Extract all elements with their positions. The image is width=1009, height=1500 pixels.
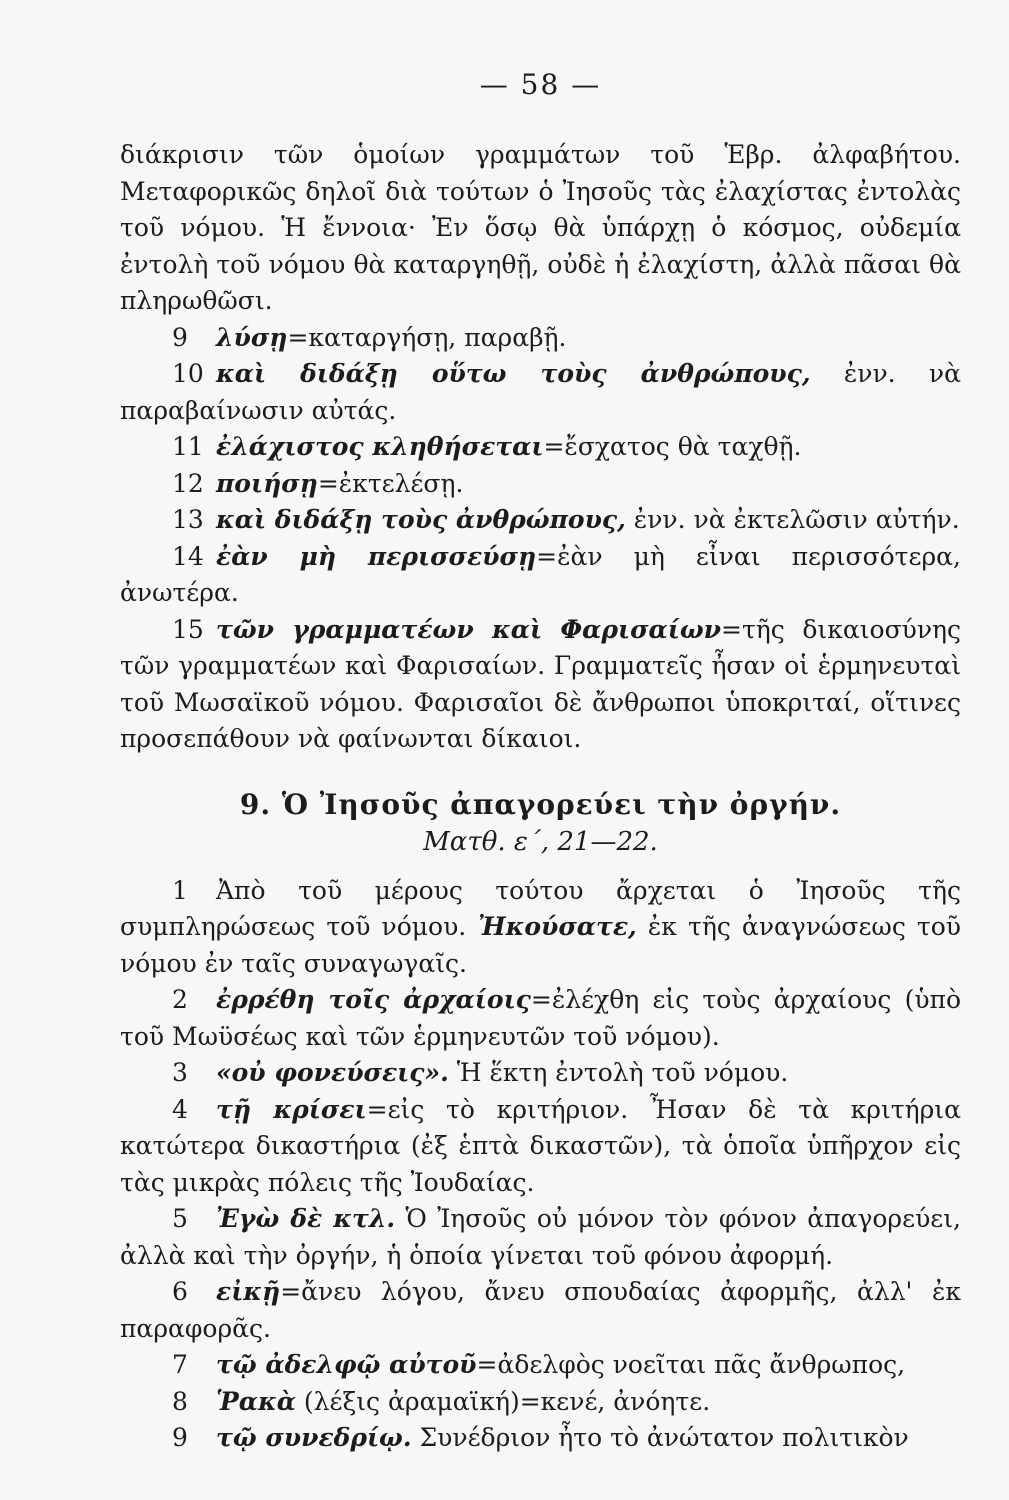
note-item <box>120 873 961 983</box>
page-number: — 58 — <box>479 68 602 101</box>
note-text: Ὁ Ἰησοῦς οὐ μόνον τὸν φόνον ἀπαγορεύει, ἀλλὰ καὶ τὴν ὀργήν, ἡ ὁποία γίνεται τοῦ φόνου ἀφορμή. <box>120 1204 961 1270</box>
note-text: Ἡ ἕκτη ἐντολὴ τοῦ νόμου. <box>448 1058 789 1087</box>
note-term: Ῥακὰ <box>216 1386 296 1416</box>
note-text: Συνέδριον ἦτο τὸ ἀνώτατον πολιτικὸν <box>411 1423 909 1452</box>
note-item <box>120 1055 961 1092</box>
note-term: τῷ συνεδρίῳ. <box>216 1423 412 1452</box>
note-term: τῷ ἀδελφῷ αὐτοῦ <box>216 1350 477 1379</box>
note-number: 6 <box>172 1277 188 1306</box>
note-text: =ἐὰν μὴ εἶναι περισσότερα, ἀνωτέρα. <box>120 541 961 607</box>
note-number: 13 <box>172 505 204 534</box>
note-item <box>120 612 961 758</box>
notes-list-part1 <box>120 320 961 758</box>
note-text: =καταργήσῃ, παραβῇ. <box>287 322 567 352</box>
section-reference: Ματθ. ε΄, 21—22. <box>423 826 658 857</box>
note-item <box>120 1347 961 1384</box>
note-item <box>120 539 961 612</box>
note-number: 10 <box>172 359 204 388</box>
note-term: ποιήσῃ <box>216 468 318 498</box>
note-term: τῇ κρίσει <box>216 1094 367 1124</box>
note-number: 11 <box>172 432 204 461</box>
note-number: 4 <box>172 1094 188 1124</box>
note-text: ἐκ τῆς ἀναγνώσεως τοῦ νόμου ἐν ταῖς συναγωγαῖς. <box>120 912 962 978</box>
note-number: 9 <box>172 322 188 352</box>
note-text: ἐνν. νὰ παραβαίνωσιν αὐτάς. <box>120 359 961 425</box>
note-text: Ἀπὸ τοῦ μέρους τούτου ἄρχεται ὁ Ἰησοῦς τῆς συμπληρώσεως τοῦ νόμου. <box>120 875 961 941</box>
note-text: =ἀδελφὸς νοεῖται πᾶς ἄνθρωπος, <box>476 1350 906 1379</box>
note-number: 1 <box>172 875 188 905</box>
note-text: (λέξις ἀραμαϊκή)=κενέ, ἀνόητε. <box>295 1386 711 1416</box>
note-term: ἐλάχιστος κληθήσεται <box>216 432 544 461</box>
note-number: 14 <box>172 541 204 571</box>
note-term: ἐὰν μὴ περισσεύσῃ <box>216 541 537 571</box>
note-item <box>120 356 961 429</box>
note-item <box>120 320 961 357</box>
note-text: =ἐλέχθη εἰς τοὺς ἀρχαίους (ὑπὸ τοῦ Μωϋσέως καὶ τῶν ἑρμηνευτῶν τοῦ νόμου). <box>120 985 962 1051</box>
note-item <box>120 1420 961 1457</box>
note-item <box>120 1201 961 1274</box>
note-term: εἰκῇ <box>216 1277 281 1306</box>
note-item <box>120 502 961 539</box>
intro-paragraph: διάκρισιν τῶν ὁμοίων γραμμάτων τοῦ Ἑβρ. ἀλφαβήτου. Μεταφορικῶς δηλοῖ διὰ τούτων ὁ Ἰησοῦς τὰς ἐλαχίστας ἐντολὰς τοῦ νόμου. Ἡ ἔννοια· Ἐν ὅσῳ θὰ ὑπάρχῃ ὁ κόσμος, οὐδεμία ἐντολὴ τοῦ νόμου θὰ καταργηθῇ, οὐδὲ ἡ ἐλαχίστη, ἀλλὰ πᾶσαι θὰ πληρωθῶσι. <box>120 140 961 315</box>
note-term: καὶ διδάξῃ τοὺς ἀνθρώπους, <box>216 505 626 534</box>
note-item <box>120 466 961 503</box>
note-term: Ἠκούσατε, <box>466 912 637 941</box>
note-text: =ἐκτελέσῃ. <box>317 468 464 498</box>
note-text: ἐνν. νὰ ἐκτελῶσιν αὐτήν. <box>625 505 960 534</box>
note-text: =ἄνευ λόγου, ἄνευ σπουδαίας ἀφορμῆς, ἀλλ' ἐκ παραφορᾶς. <box>120 1277 961 1343</box>
note-term: ἐρρέθη τοῖς ἀρχαίοις <box>216 985 531 1014</box>
note-number: 8 <box>172 1386 188 1416</box>
note-number: 9 <box>172 1423 188 1452</box>
note-number: 15 <box>172 614 204 644</box>
note-number: 12 <box>172 468 204 498</box>
notes-list-part2 <box>120 873 961 1457</box>
note-text: =τῆς δικαιοσύνης τῶν γραμματέων καὶ Φαρισαίων. Γραμματεῖς ἦσαν οἱ ἑρμηνευταὶ τοῦ Μωσαϊκοῦ νόμου. Φαρισαῖοι δὲ ἄνθρωποι ὑποκριταί, οἵτινες προσεπάθουν νὰ φαίνωνται δίκαιοι. <box>120 614 962 753</box>
note-text: =ἔσχατος θὰ ταχθῇ. <box>543 432 802 461</box>
note-term: τῶν γραμματέων καὶ Φαρισαίων <box>216 614 722 644</box>
note-item <box>120 429 961 466</box>
note-term: λύσῃ <box>216 322 288 352</box>
note-term: καὶ διδάξῃ οὕτω τοὺς ἀνθρώπους, <box>216 359 811 388</box>
section-title: 9. Ὁ Ἰησοῦς ἀπαγορεύει τὴν ὀργήν. <box>239 787 842 821</box>
note-number: 5 <box>172 1204 188 1233</box>
note-term: Ἐγὼ δὲ κτλ. <box>216 1204 396 1233</box>
note-item <box>120 1274 961 1347</box>
note-term: «οὐ φονεύσεις». <box>216 1058 449 1087</box>
note-number: 3 <box>172 1058 188 1087</box>
note-number: 2 <box>172 985 188 1014</box>
note-text: =εἰς τὸ κριτήριον. Ἦσαν δὲ τὰ κριτήρια κατώτερα δικαστήρια (ἐξ ἑπτὰ δικαστῶν), τὰ ὁποῖα ὑπῆρχον εἰς τὰς μικρὰς πόλεις τῆς Ἰουδαίας. <box>120 1094 961 1197</box>
note-item <box>120 1092 961 1202</box>
note-number: 7 <box>172 1350 188 1379</box>
section-heading <box>120 788 961 857</box>
note-item <box>120 982 961 1055</box>
note-item <box>120 1384 961 1421</box>
